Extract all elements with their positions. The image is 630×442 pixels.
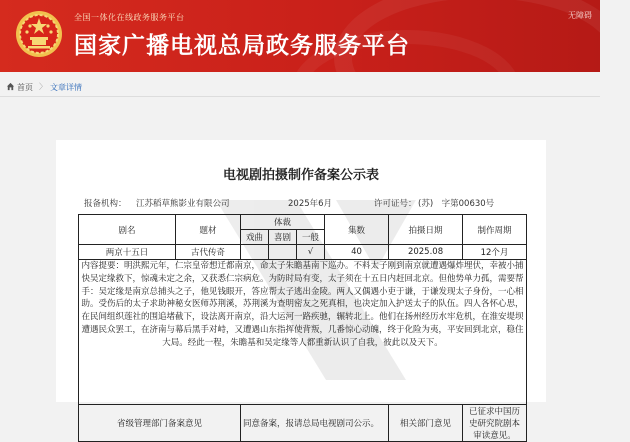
synopsis-cell: 内容提要：明洪熙元年，仁宗皇帝想迁都南京，命太子朱瞻基南下巡办。不料太子刚到南京就遭遇爆炸埋伏，幸被小捕快吴定缘救下，惊魂未定之余，又获悉仁宗病危。为防时局有变，太子须在十五日内赶回北京。但他势单力孤，需要帮手：吴定缘是南京总捕头之子，他见钱眼开，答应帮太子逃出金陵。两人又偶遇小吏于谦，于谦发现太子身份，一心相助。受伤后的太子求助神秘女医师苏荆溪，苏荆溪为查明密友之死真相，也决定加入护送太子的队伍。四人各怀心思，在民间组织莲社的围追堵截下，设法离开南京，沿大运河一路疾驰，辗转北上。他们在扬州经历水牢危机，在淮安堤坝遭遇民众罢工，在济南与幕后黑手对峙，又遭遇山东指挥使背叛，几番惊心动魄，终于化险为夷，平安回到北京，稳住大局。经此一程，朱瞻基和吴定缘等人都重新认识了自我，彼此以及天下。 — [79, 260, 527, 405]
license-label: 许可证号： — [374, 199, 417, 209]
header-cycle: 制作周期 — [463, 215, 527, 245]
header-subtitle: 全国一体化在线政务服务平台 — [74, 13, 185, 22]
header-style: 体裁 — [241, 215, 325, 230]
header-style-general: 一般 — [297, 230, 325, 245]
cell-genre: 古代传奇 — [176, 245, 241, 260]
breadcrumb-separator: 〉 — [39, 82, 47, 91]
site-title[interactable]: 国家广播电视总局政务服务平台 — [74, 33, 410, 59]
accessibility-link[interactable]: 无障碍 — [568, 11, 592, 20]
header-style-comedy: 喜剧 — [269, 230, 297, 245]
provincial-label: 省级管理部门备案意见 — [79, 405, 241, 442]
breadcrumb — [0, 78, 600, 96]
agency-name: 江苏稻草熊影业有限公司 — [136, 199, 230, 209]
header-name: 剧名 — [79, 215, 176, 245]
home-icon — [6, 82, 15, 91]
cell-opera — [241, 245, 269, 260]
agency-label: 报备机构： — [84, 199, 127, 209]
license-number: (苏) 字第00630号 — [418, 199, 495, 209]
cell-comedy — [269, 245, 297, 260]
article-card — [56, 140, 546, 441]
national-emblem-icon[interactable] — [14, 9, 64, 59]
header-genre: 题材 — [176, 215, 241, 245]
document-title: 电视剧拍摄制作备案公示表 — [222, 168, 379, 183]
cell-shoot-date: 2025.08 — [389, 245, 463, 260]
cell-name: 两京十五日 — [79, 245, 176, 260]
breadcrumb-current: 文章详情 — [50, 83, 82, 92]
dept-label: 相关部门意见 — [389, 405, 463, 442]
header-shoot-date: 拍摄日期 — [389, 215, 463, 245]
breadcrumb-home[interactable]: 首页 — [17, 83, 33, 92]
divider — [0, 96, 600, 97]
table-row — [79, 245, 527, 260]
header-episodes: 集数 — [325, 215, 389, 245]
filing-table — [78, 214, 527, 442]
header-style-opera: 戏曲 — [241, 230, 269, 245]
site-header — [0, 0, 600, 72]
filing-date: 2025年6月 — [288, 199, 333, 209]
dept-opinion: 已征求中国历史研究院剧本审读意见。 — [463, 405, 527, 442]
provincial-opinion: 同意备案，报请总局电视剧司公示。 — [241, 405, 389, 442]
cell-general: √ — [297, 245, 325, 260]
cell-episodes: 40 — [325, 245, 389, 260]
cell-cycle: 12个月 — [463, 245, 527, 260]
